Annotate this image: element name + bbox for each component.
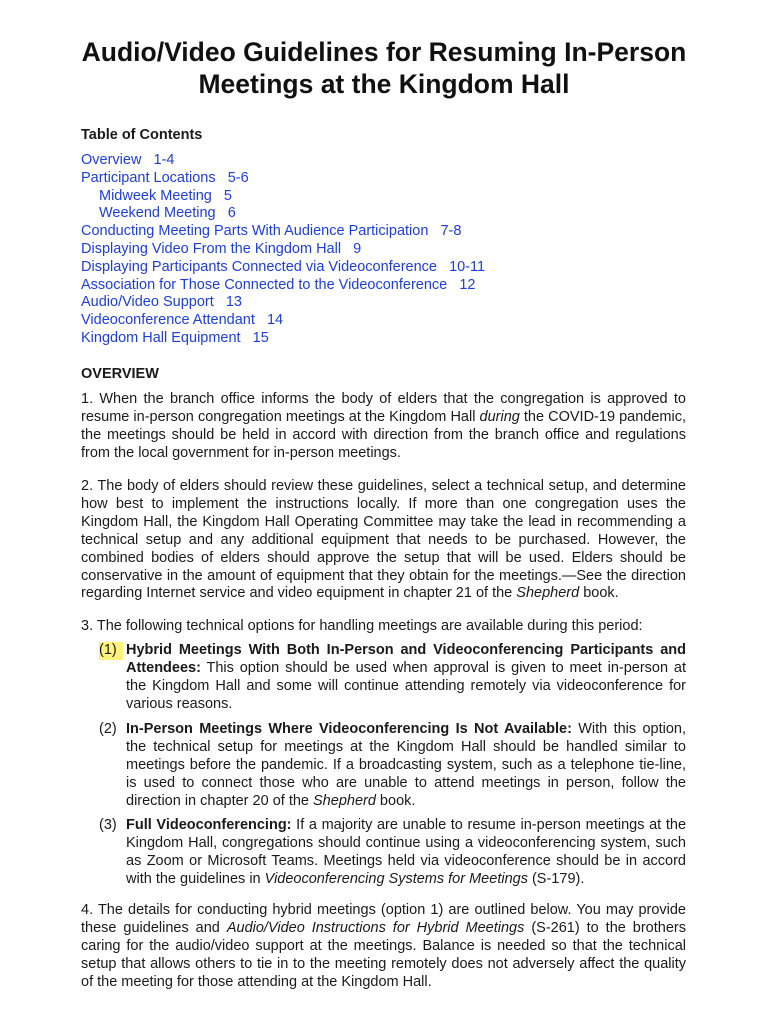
option-number: (3) [99,817,117,833]
toc-link-av-support[interactable]: Audio/Video Support 13 [81,294,242,311]
table-of-contents [81,152,485,348]
toc-link-participant-locations[interactable]: Participant Locations 5-6 [81,169,249,186]
title-line-1: Audio/Video Guidelines for Resuming In-Person [81,37,687,67]
toc-link-kingdom-hall-equipment[interactable]: Kingdom Hall Equipment 15 [81,329,269,346]
option-3: (3) Full Videoconferencing: If a majority are unable to resume in-person meetings at the Kingdom Hall, congregations should continue using a videoconferencing system, such as Zoom or Microsoft Teams. Meetings held via videoconference should be in accord with the guidelines in Videoconferencing Systems for Meetings (S-179). [99,817,687,887]
overview-paragraph-1: 1. When the branch office informs the body of elders that the congregation is approved to resume in-person congregation meetings at the Kingdom Hall during the COVID-19 pandemic, the meetings should be held in accord with direction from the branch office and regulations from the local government for in-person meetings. [81,391,686,461]
option-1: (1) Hybrid Meetings With Both In-Person and Videoconferencing Participants and Attendees: This option should be used when approval is given to meet in-person at the Kingdom Hall and some will continue attending remotely via videoconference for various reasons. [99,642,686,712]
toc-link-videoconference-attendant[interactable]: Videoconference Attendant 14 [81,312,284,329]
toc-heading: Table of Contents [81,127,203,143]
toc-link-audience-participation[interactable]: Conducting Meeting Parts With Audience Participation 7-8 [81,223,462,240]
toc-link-midweek-meeting[interactable]: Midweek Meeting 5 [99,187,232,204]
option-number: (2) [99,721,117,737]
toc-link-displaying-video[interactable]: Displaying Video From the Kingdom Hall 9 [81,240,362,257]
option-2: (2) In-Person Meetings Where Videoconferencing Is Not Available: With this option, the technical setup for meetings at the Kingdom Hall should be handled similar to meetings before the pandemic. If a broadcasting system, such as a telephone tie-line, is used to connect those who are unable to attend meetings in person, follow the direction in chapter 20 of the Shepherd book. [99,721,686,809]
overview-paragraph-2: 2. The body of elders should review these guidelines, select a technical setup, and determine how best to implement the instructions locally. If more than one congregation uses the Kingdom Hall, the Kingdom Hall Operating Committee may take the lead in recommending a technical setup and any additional equipment that needs to be purchased. However, the combined bodies of elders should approve the setup that will be used. Elders should be conservative in the amount of equipment that they obtain for the meetings.—See the direction regarding Internet service and video equipment in chapter 21 of the Shepherd book. [81,478,686,602]
overview-paragraph-3: 3. The following technical options for handling meetings are available during this period: [81,618,643,634]
document-title [60,36,708,100]
title-line-2: Meetings at the Kingdom Hall [198,69,570,99]
option-number-highlighted: (1) [99,642,123,660]
toc-link-overview[interactable]: Overview 1-4 [81,152,175,168]
overview-paragraph-4: 4. The details for conducting hybrid meetings (option 1) are outlined below. You may provide these guidelines and Audio/Video Instructions for Hybrid Meetings (S-261) to the brothers caring for the audio/video support at the meetings. Balance is needed so that the technical setup that allows others to tie in to the meeting remotely does not adversely affect the quality of the meeting for those attending at the Kingdom Hall. [81,902,686,990]
toc-link-displaying-participants[interactable]: Displaying Participants Connected via Videoconference 10-11 [81,258,486,275]
toc-link-weekend-meeting[interactable]: Weekend Meeting 6 [99,205,236,222]
toc-link-association[interactable]: Association for Those Connected to the Videoconference 12 [81,276,476,293]
overview-heading: OVERVIEW [81,366,159,382]
